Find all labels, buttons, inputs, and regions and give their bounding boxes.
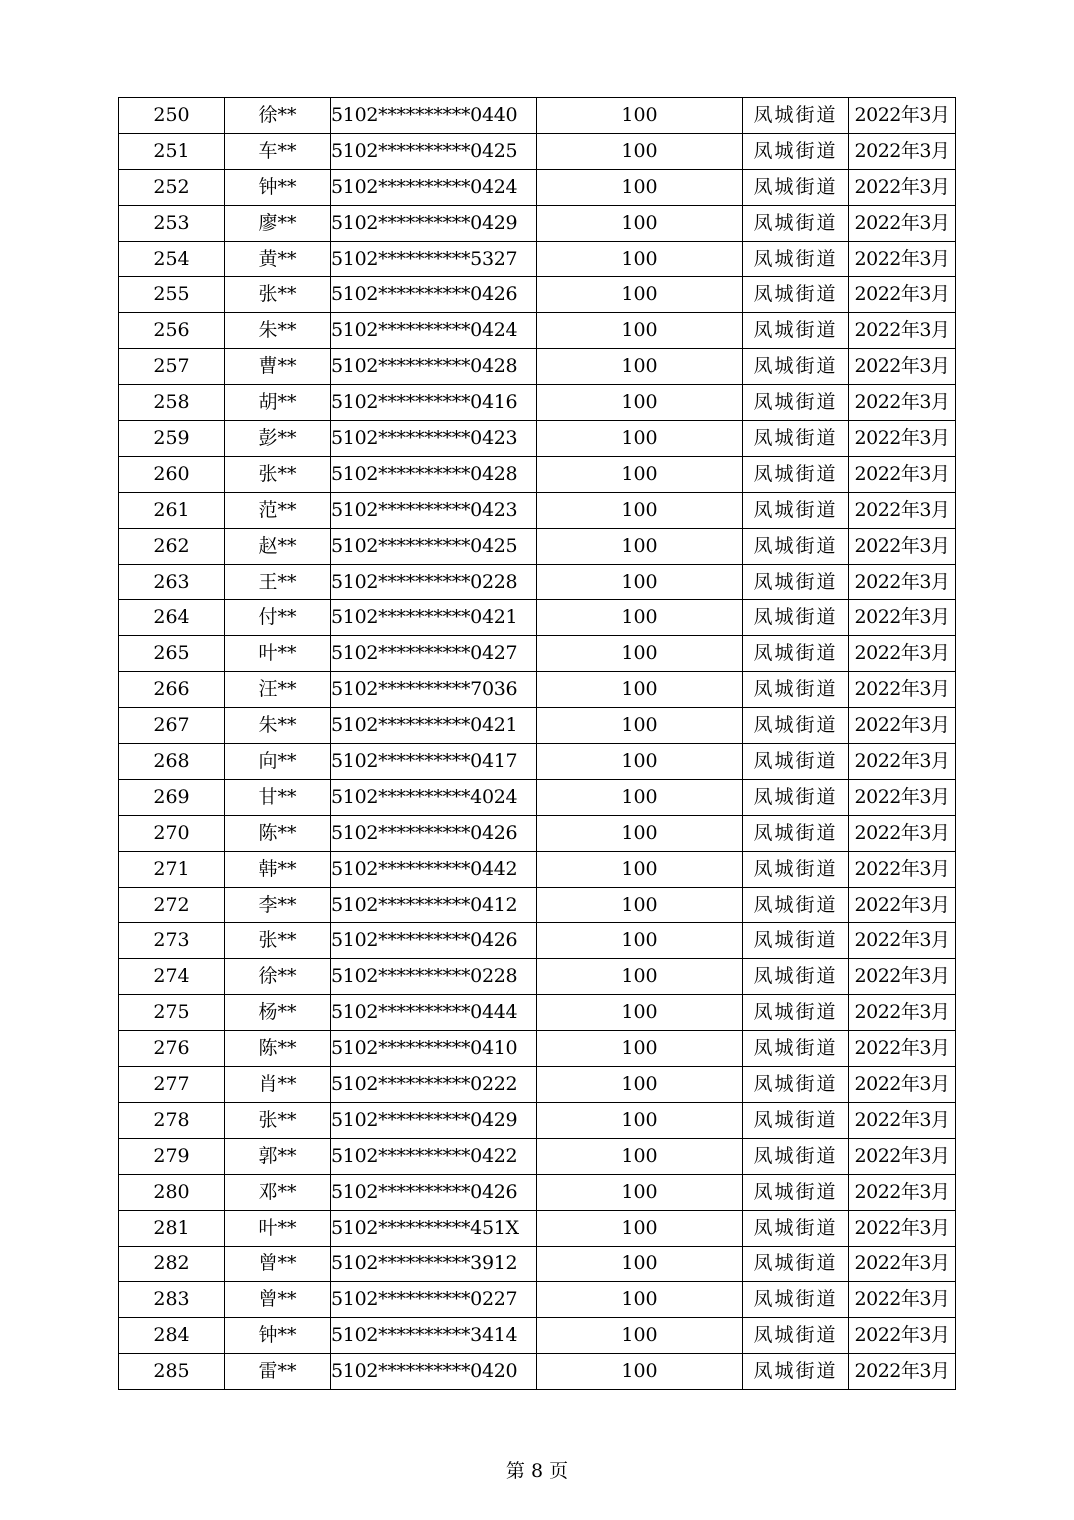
amount-cell: 100 <box>537 1282 743 1318</box>
name-cell: 陈** <box>225 1031 331 1067</box>
amount-cell: 100 <box>537 708 743 744</box>
street-cell: 凤城街道 <box>743 815 849 851</box>
name-cell: 徐** <box>225 959 331 995</box>
id-number-cell: 5102**********0429 <box>331 1102 537 1138</box>
street-cell: 凤城街道 <box>743 564 849 600</box>
id-number-cell: 5102**********3912 <box>331 1246 537 1282</box>
date-cell: 2022年3月 <box>849 1246 956 1282</box>
amount-cell: 100 <box>537 1067 743 1103</box>
id-number-cell: 5102**********0426 <box>331 815 537 851</box>
name-cell: 叶** <box>225 1210 331 1246</box>
amount-cell: 100 <box>537 492 743 528</box>
date-cell: 2022年3月 <box>849 1282 956 1318</box>
date-cell: 2022年3月 <box>849 421 956 457</box>
row-number-cell: 261 <box>119 492 225 528</box>
street-cell: 凤城街道 <box>743 744 849 780</box>
date-cell: 2022年3月 <box>849 385 956 421</box>
date-cell: 2022年3月 <box>849 887 956 923</box>
name-cell: 钟** <box>225 1318 331 1354</box>
row-number-cell: 260 <box>119 456 225 492</box>
date-cell: 2022年3月 <box>849 1067 956 1103</box>
table-row <box>119 349 956 385</box>
row-number-cell: 250 <box>119 98 225 134</box>
amount-cell: 100 <box>537 169 743 205</box>
name-cell: 胡** <box>225 385 331 421</box>
table-row <box>119 779 956 815</box>
id-number-cell: 5102**********0444 <box>331 995 537 1031</box>
date-cell: 2022年3月 <box>849 708 956 744</box>
row-number-cell: 280 <box>119 1174 225 1210</box>
amount-cell: 100 <box>537 744 743 780</box>
amount-cell: 100 <box>537 1318 743 1354</box>
date-cell: 2022年3月 <box>849 600 956 636</box>
street-cell: 凤城街道 <box>743 277 849 313</box>
date-cell: 2022年3月 <box>849 169 956 205</box>
id-number-cell: 5102**********0428 <box>331 349 537 385</box>
id-number-cell: 5102**********5327 <box>331 241 537 277</box>
amount-cell: 100 <box>537 1210 743 1246</box>
street-cell: 凤城街道 <box>743 1354 849 1390</box>
date-cell: 2022年3月 <box>849 851 956 887</box>
row-number-cell: 276 <box>119 1031 225 1067</box>
table-row <box>119 815 956 851</box>
name-cell: 徐** <box>225 98 331 134</box>
street-cell: 凤城街道 <box>743 923 849 959</box>
row-number-cell: 282 <box>119 1246 225 1282</box>
name-cell: 朱** <box>225 313 331 349</box>
name-cell: 范** <box>225 492 331 528</box>
name-cell: 张** <box>225 277 331 313</box>
amount-cell: 100 <box>537 851 743 887</box>
date-cell: 2022年3月 <box>849 492 956 528</box>
amount-cell: 100 <box>537 887 743 923</box>
date-cell: 2022年3月 <box>849 277 956 313</box>
name-cell: 王** <box>225 564 331 600</box>
street-cell: 凤城街道 <box>743 1210 849 1246</box>
amount-cell: 100 <box>537 205 743 241</box>
amount-cell: 100 <box>537 779 743 815</box>
name-cell: 李** <box>225 887 331 923</box>
id-number-cell: 5102**********0410 <box>331 1031 537 1067</box>
row-number-cell: 272 <box>119 887 225 923</box>
name-cell: 张** <box>225 1102 331 1138</box>
street-cell: 凤城街道 <box>743 1067 849 1103</box>
id-number-cell: 5102**********0424 <box>331 313 537 349</box>
amount-cell: 100 <box>537 672 743 708</box>
street-cell: 凤城街道 <box>743 241 849 277</box>
row-number-cell: 279 <box>119 1138 225 1174</box>
id-number-cell: 5102**********0422 <box>331 1138 537 1174</box>
name-cell: 彭** <box>225 421 331 457</box>
name-cell: 肖** <box>225 1067 331 1103</box>
row-number-cell: 263 <box>119 564 225 600</box>
table-row <box>119 995 956 1031</box>
street-cell: 凤城街道 <box>743 385 849 421</box>
row-number-cell: 273 <box>119 923 225 959</box>
id-number-cell: 5102**********0440 <box>331 98 537 134</box>
date-cell: 2022年3月 <box>849 779 956 815</box>
street-cell: 凤城街道 <box>743 887 849 923</box>
roster-table <box>118 97 956 1390</box>
row-number-cell: 251 <box>119 133 225 169</box>
id-number-cell: 5102**********0412 <box>331 887 537 923</box>
table-row <box>119 169 956 205</box>
table-row <box>119 708 956 744</box>
table-row <box>119 1031 956 1067</box>
street-cell: 凤城街道 <box>743 851 849 887</box>
row-number-cell: 274 <box>119 959 225 995</box>
id-number-cell: 5102**********0420 <box>331 1354 537 1390</box>
name-cell: 向** <box>225 744 331 780</box>
date-cell: 2022年3月 <box>849 1174 956 1210</box>
id-number-cell: 5102**********0425 <box>331 133 537 169</box>
name-cell: 叶** <box>225 636 331 672</box>
row-number-cell: 284 <box>119 1318 225 1354</box>
table-row <box>119 1174 956 1210</box>
date-cell: 2022年3月 <box>849 995 956 1031</box>
amount-cell: 100 <box>537 1031 743 1067</box>
amount-cell: 100 <box>537 456 743 492</box>
amount-cell: 100 <box>537 349 743 385</box>
table-row <box>119 456 956 492</box>
row-number-cell: 278 <box>119 1102 225 1138</box>
table-row <box>119 672 956 708</box>
table-row <box>119 636 956 672</box>
name-cell: 郭** <box>225 1138 331 1174</box>
name-cell: 朱** <box>225 708 331 744</box>
street-cell: 凤城街道 <box>743 313 849 349</box>
date-cell: 2022年3月 <box>849 205 956 241</box>
name-cell: 邓** <box>225 1174 331 1210</box>
name-cell: 张** <box>225 923 331 959</box>
street-cell: 凤城街道 <box>743 205 849 241</box>
amount-cell: 100 <box>537 385 743 421</box>
amount-cell: 100 <box>537 564 743 600</box>
amount-cell: 100 <box>537 421 743 457</box>
date-cell: 2022年3月 <box>849 959 956 995</box>
table-row <box>119 385 956 421</box>
street-cell: 凤城街道 <box>743 1031 849 1067</box>
row-number-cell: 258 <box>119 385 225 421</box>
amount-cell: 100 <box>537 1174 743 1210</box>
street-cell: 凤城街道 <box>743 672 849 708</box>
street-cell: 凤城街道 <box>743 1102 849 1138</box>
street-cell: 凤城街道 <box>743 1282 849 1318</box>
id-number-cell: 5102**********0426 <box>331 277 537 313</box>
id-number-cell: 5102**********0425 <box>331 528 537 564</box>
name-cell: 张** <box>225 456 331 492</box>
amount-cell: 100 <box>537 959 743 995</box>
amount-cell: 100 <box>537 600 743 636</box>
table-row <box>119 1210 956 1246</box>
table-row <box>119 1067 956 1103</box>
street-cell: 凤城街道 <box>743 349 849 385</box>
table-row <box>119 313 956 349</box>
row-number-cell: 254 <box>119 241 225 277</box>
table-row <box>119 1102 956 1138</box>
table-row <box>119 564 956 600</box>
table-row <box>119 492 956 528</box>
date-cell: 2022年3月 <box>849 241 956 277</box>
name-cell: 汪** <box>225 672 331 708</box>
amount-cell: 100 <box>537 1102 743 1138</box>
row-number-cell: 267 <box>119 708 225 744</box>
row-number-cell: 262 <box>119 528 225 564</box>
date-cell: 2022年3月 <box>849 923 956 959</box>
row-number-cell: 256 <box>119 313 225 349</box>
amount-cell: 100 <box>537 98 743 134</box>
row-number-cell: 255 <box>119 277 225 313</box>
id-number-cell: 5102**********7036 <box>331 672 537 708</box>
street-cell: 凤城街道 <box>743 779 849 815</box>
amount-cell: 100 <box>537 528 743 564</box>
table-row <box>119 528 956 564</box>
date-cell: 2022年3月 <box>849 1102 956 1138</box>
table-row <box>119 744 956 780</box>
id-number-cell: 5102**********0429 <box>331 205 537 241</box>
id-number-cell: 5102**********0228 <box>331 564 537 600</box>
street-cell: 凤城街道 <box>743 528 849 564</box>
row-number-cell: 264 <box>119 600 225 636</box>
table-row <box>119 205 956 241</box>
id-number-cell: 5102**********0416 <box>331 385 537 421</box>
table-row <box>119 851 956 887</box>
id-number-cell: 5102**********4024 <box>331 779 537 815</box>
name-cell: 曾** <box>225 1246 331 1282</box>
id-number-cell: 5102**********0423 <box>331 492 537 528</box>
roster-table-body <box>119 98 956 1390</box>
id-number-cell: 5102**********451X <box>331 1210 537 1246</box>
row-number-cell: 285 <box>119 1354 225 1390</box>
street-cell: 凤城街道 <box>743 456 849 492</box>
date-cell: 2022年3月 <box>849 815 956 851</box>
row-number-cell: 259 <box>119 421 225 457</box>
street-cell: 凤城街道 <box>743 1246 849 1282</box>
name-cell: 杨** <box>225 995 331 1031</box>
table-row <box>119 1246 956 1282</box>
row-number-cell: 266 <box>119 672 225 708</box>
name-cell: 车** <box>225 133 331 169</box>
amount-cell: 100 <box>537 923 743 959</box>
id-number-cell: 5102**********0426 <box>331 923 537 959</box>
date-cell: 2022年3月 <box>849 1138 956 1174</box>
date-cell: 2022年3月 <box>849 313 956 349</box>
table-row <box>119 241 956 277</box>
amount-cell: 100 <box>537 1138 743 1174</box>
table-row <box>119 133 956 169</box>
table-row <box>119 600 956 636</box>
id-number-cell: 5102**********0427 <box>331 636 537 672</box>
id-number-cell: 5102**********3414 <box>331 1318 537 1354</box>
date-cell: 2022年3月 <box>849 1354 956 1390</box>
name-cell: 陈** <box>225 815 331 851</box>
amount-cell: 100 <box>537 815 743 851</box>
street-cell: 凤城街道 <box>743 492 849 528</box>
id-number-cell: 5102**********0227 <box>331 1282 537 1318</box>
row-number-cell: 269 <box>119 779 225 815</box>
table-row <box>119 1354 956 1390</box>
table-row <box>119 98 956 134</box>
table-row <box>119 923 956 959</box>
street-cell: 凤城街道 <box>743 1138 849 1174</box>
date-cell: 2022年3月 <box>849 349 956 385</box>
date-cell: 2022年3月 <box>849 636 956 672</box>
street-cell: 凤城街道 <box>743 421 849 457</box>
amount-cell: 100 <box>537 133 743 169</box>
street-cell: 凤城街道 <box>743 1174 849 1210</box>
row-number-cell: 253 <box>119 205 225 241</box>
street-cell: 凤城街道 <box>743 169 849 205</box>
date-cell: 2022年3月 <box>849 98 956 134</box>
name-cell: 曹** <box>225 349 331 385</box>
id-number-cell: 5102**********0424 <box>331 169 537 205</box>
table-row <box>119 1138 956 1174</box>
street-cell: 凤城街道 <box>743 600 849 636</box>
date-cell: 2022年3月 <box>849 564 956 600</box>
date-cell: 2022年3月 <box>849 1031 956 1067</box>
row-number-cell: 277 <box>119 1067 225 1103</box>
name-cell: 黄** <box>225 241 331 277</box>
name-cell: 付** <box>225 600 331 636</box>
id-number-cell: 5102**********0417 <box>331 744 537 780</box>
amount-cell: 100 <box>537 1354 743 1390</box>
row-number-cell: 275 <box>119 995 225 1031</box>
date-cell: 2022年3月 <box>849 672 956 708</box>
id-number-cell: 5102**********0426 <box>331 1174 537 1210</box>
amount-cell: 100 <box>537 636 743 672</box>
row-number-cell: 270 <box>119 815 225 851</box>
row-number-cell: 257 <box>119 349 225 385</box>
id-number-cell: 5102**********0222 <box>331 1067 537 1103</box>
date-cell: 2022年3月 <box>849 456 956 492</box>
name-cell: 曾** <box>225 1282 331 1318</box>
date-cell: 2022年3月 <box>849 528 956 564</box>
amount-cell: 100 <box>537 1246 743 1282</box>
street-cell: 凤城街道 <box>743 98 849 134</box>
amount-cell: 100 <box>537 241 743 277</box>
name-cell: 韩** <box>225 851 331 887</box>
table-row <box>119 1318 956 1354</box>
street-cell: 凤城街道 <box>743 959 849 995</box>
date-cell: 2022年3月 <box>849 1210 956 1246</box>
name-cell: 廖** <box>225 205 331 241</box>
street-cell: 凤城街道 <box>743 995 849 1031</box>
name-cell: 钟** <box>225 169 331 205</box>
date-cell: 2022年3月 <box>849 1318 956 1354</box>
table-row <box>119 959 956 995</box>
row-number-cell: 252 <box>119 169 225 205</box>
page-number: 第 8 页 <box>505 1460 569 1482</box>
id-number-cell: 5102**********0428 <box>331 456 537 492</box>
street-cell: 凤城街道 <box>743 133 849 169</box>
row-number-cell: 281 <box>119 1210 225 1246</box>
amount-cell: 100 <box>537 313 743 349</box>
table-row <box>119 277 956 313</box>
row-number-cell: 283 <box>119 1282 225 1318</box>
row-number-cell: 268 <box>119 744 225 780</box>
row-number-cell: 265 <box>119 636 225 672</box>
id-number-cell: 5102**********0423 <box>331 421 537 457</box>
table-row <box>119 421 956 457</box>
id-number-cell: 5102**********0421 <box>331 708 537 744</box>
street-cell: 凤城街道 <box>743 636 849 672</box>
street-cell: 凤城街道 <box>743 1318 849 1354</box>
date-cell: 2022年3月 <box>849 744 956 780</box>
row-number-cell: 271 <box>119 851 225 887</box>
name-cell: 甘** <box>225 779 331 815</box>
id-number-cell: 5102**********0421 <box>331 600 537 636</box>
street-cell: 凤城街道 <box>743 708 849 744</box>
name-cell: 雷** <box>225 1354 331 1390</box>
id-number-cell: 5102**********0228 <box>331 959 537 995</box>
amount-cell: 100 <box>537 995 743 1031</box>
amount-cell: 100 <box>537 277 743 313</box>
table-row <box>119 1282 956 1318</box>
table-row <box>119 887 956 923</box>
date-cell: 2022年3月 <box>849 133 956 169</box>
name-cell: 赵** <box>225 528 331 564</box>
id-number-cell: 5102**********0442 <box>331 851 537 887</box>
